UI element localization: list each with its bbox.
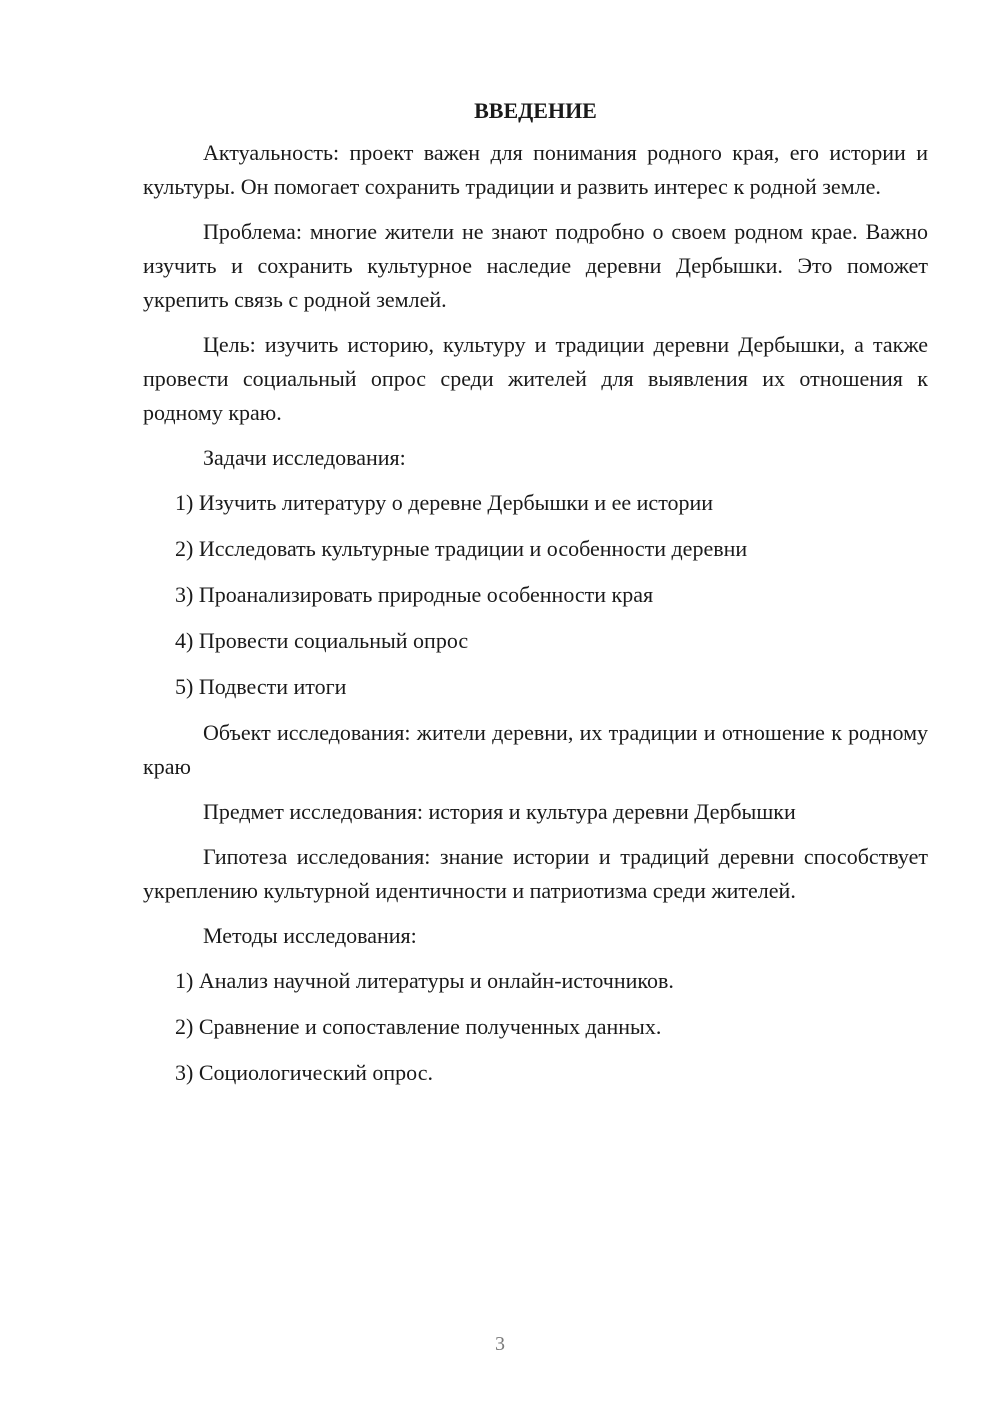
document-page [143,94,928,1102]
subject-paragraph: Предмет исследования: история и культура деревни Дербышки [203,799,796,824]
hypothesis-paragraph: Гипотеза исследования: знание истории и традиций деревни способствует укреплению культурной идентичности и патриотизма среди жителей. [143,844,928,903]
page-title: ВВЕДЕНИЕ [474,98,597,123]
list-item: 2) Сравнение и сопоставление полученных данных. [175,1014,662,1039]
problem-paragraph: Проблема: многие жители не знают подробно о своем родном крае. Важно изучить и сохранить культурное наследие деревни Дербышки. Это поможет укрепить связь с родной землей. [143,219,928,312]
list-item: 3) Социологический опрос. [175,1060,433,1085]
list-item: 1) Изучить литературу о деревне Дербышки и ее истории [175,490,714,515]
list-item: 5) Подвести итоги [175,674,347,699]
methods-heading: Методы исследования: [203,923,417,948]
list-item: 3) Проанализировать природные особенности края [175,582,654,607]
relevance-paragraph: Актуальность: проект важен для понимания родного края, его истории и культуры. Он помогает сохранить традиции и развить интерес к родной земле. [143,140,928,199]
list-item: 4) Провести социальный опрос [175,628,469,653]
methods-list [143,964,928,1090]
tasks-heading: Задачи исследования: [203,445,406,470]
list-item: 2) Исследовать культурные традиции и особенности деревни [175,536,748,561]
page-number: 3 [495,1333,505,1355]
goal-paragraph: Цель: изучить историю, культуру и традиции деревни Дербышки, а также провести социальный опрос среди жителей для выявления их отношения к родному краю. [143,332,928,425]
object-paragraph: Объект исследования: жители деревни, их традиции и отношение к родному краю [143,720,928,779]
tasks-list [143,486,928,704]
list-item: 1) Анализ научной литературы и онлайн-источников. [175,968,674,993]
